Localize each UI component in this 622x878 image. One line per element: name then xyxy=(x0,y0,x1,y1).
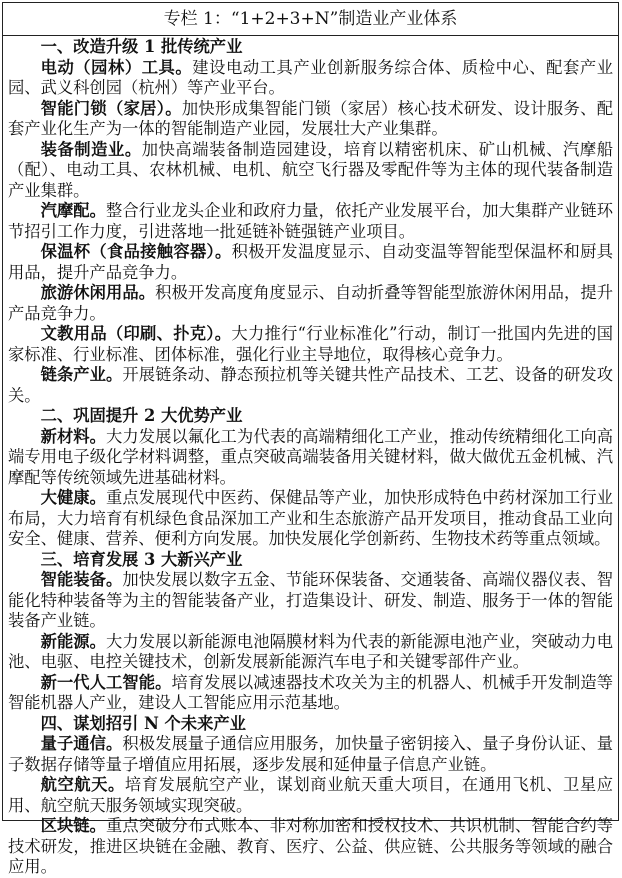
industry-item xyxy=(8,99,613,140)
industry-item xyxy=(8,201,613,242)
industry-item xyxy=(8,816,613,878)
industry-system-panel xyxy=(2,2,619,876)
industry-description: 培育发展以减速器技术攻关为主的机器人、机械手开发制造等智能机器人产业，建设人工智能应用示范基地。 xyxy=(8,672,613,712)
industry-item xyxy=(8,673,613,714)
industry-description: 大力发展以新能源电池隔膜材料为代表的新能源电池产业，突破动力电池、电驱、电控关键技术，创新发展新能源汽车电子和关键零部件产业。 xyxy=(8,631,613,671)
industry-item xyxy=(8,775,613,816)
industry-description: 大力发展以氟化工为代表的高端精细化工产业，推动传统精细化工向高端专用电子级化学材料调整，重点突破高端装备用关键材料，做大做优五金机械、汽摩配等传统领域先进基础材料。 xyxy=(8,426,613,487)
panel-title: 专栏 1：“1+2+3+N”制造业产业体系 xyxy=(3,3,618,36)
industry-item xyxy=(8,734,613,775)
industry-term: 装备制造业。 xyxy=(40,139,142,159)
section-heading: 四、谋划招引 N 个未来产业 xyxy=(40,713,246,733)
industry-item xyxy=(8,365,613,406)
industry-description: 加快形成集智能门锁（家居）核心技术研发、设计服务、配套产业化生产为一体的智能制造产业园，发展壮大产业集群。 xyxy=(8,98,613,138)
industry-item xyxy=(8,58,613,99)
industry-description: 重点发展现代中医药、保健品等产业，加快形成特色中药材深加工行业布局，大力培育有机绿色食品深加工产业和生态旅游产品开发项目，推动食品工业向安全、健康、营养、便利方向发展。加快发展化学创新药、生物技术药等重点领域。 xyxy=(8,488,613,548)
panel-content xyxy=(3,36,618,878)
industry-term: 航空航天。 xyxy=(40,775,125,794)
industry-description: 培育发展航空产业，谋划商业航天重大项目，在通用飞机、卫星应用、航空航天服务领域实现突破。 xyxy=(8,775,613,815)
industry-description: 加快发展以数字五金、节能环保装备、交通装备、高端仪器仪表、智能化特种装备等为主的智能装备产业，打造集设计、研发、制造、服务于一体的智能装备产业链。 xyxy=(8,570,613,630)
industry-description: 整合行业龙头企业和政府力量，依托产业发展平台，加大集群产业链环节招引工作力度，引进落地一批延链补链强链产业项目。 xyxy=(8,201,613,241)
industry-description: 加快高端装备制造园建设，培育以精密机床、矿山机械、汽摩船（配）、电动工具、农林机械、电机、航空飞行器及零配件等为主体的现代装备制造产业集群。 xyxy=(8,139,613,200)
industry-term: 汽摩配。 xyxy=(40,201,107,220)
industry-item xyxy=(8,324,613,365)
industry-term: 新能源。 xyxy=(40,631,107,651)
industry-term: 智能门锁（家居）。 xyxy=(40,98,182,118)
industry-term: 区块链。 xyxy=(40,816,107,835)
industry-term: 保温杯（食品接触容器）。 xyxy=(40,242,232,261)
industry-description: 大力推行“行业标准化”行动，制订一批国内先进的国家标准、行业标准、团体标准，强化行业主导地位，取得核心竞争力。 xyxy=(8,324,613,364)
industry-description: 积极发展量子通信应用服务，加快量子密钥接入、量子身份认证、量子数据存储等量子增值应用拓展，逐步发展和延伸量子信息产业链。 xyxy=(8,734,613,774)
industry-item xyxy=(8,427,613,489)
industry-description: 积极开发温度显示、自动变温等智能型保温杯和厨具用品，提升产品竞争力。 xyxy=(8,242,613,282)
industry-term: 新一代人工智能。 xyxy=(40,672,172,692)
industry-description: 开展链条动、静态预拉机等关键共性产品技术、工艺、设备的研发攻关。 xyxy=(8,365,613,405)
section-heading: 三、培育发展 3 大新兴产业 xyxy=(40,549,243,569)
industry-term: 文教用品（印刷、扑克）。 xyxy=(40,324,232,343)
industry-item xyxy=(8,283,613,324)
industry-term: 旅游休闲用品。 xyxy=(40,283,156,302)
section-heading: 一、改造升级 1 批传统产业 xyxy=(40,37,243,56)
industry-term: 大健康。 xyxy=(40,488,107,507)
industry-item xyxy=(8,242,613,283)
industry-item xyxy=(8,488,613,550)
industry-term: 量子通信。 xyxy=(40,734,123,753)
industry-item xyxy=(8,140,613,202)
industry-term: 链条产业。 xyxy=(40,365,123,384)
industry-description: 积极开发高度角度显示、自动折叠等智能型旅游休闲用品，提升产品竞争力。 xyxy=(8,283,613,323)
industry-item xyxy=(8,570,613,632)
industry-term: 智能装备。 xyxy=(40,570,123,589)
industry-description: 重点突破分布式账本、非对称加密和授权技术、共识机制、智能合约等技术研发，推进区块链在金融、教育、医疗、公益、供应链、公共服务等领域的融合应用。 xyxy=(8,816,613,876)
section-heading: 二、巩固提升 2 大优势产业 xyxy=(40,406,243,425)
industry-item xyxy=(8,632,613,673)
industry-description: 建设电动工具产业创新服务综合体、质检中心、配套产业园、武义科创园（杭州）等产业平台。 xyxy=(8,57,613,97)
industry-term: 电动（园林）工具。 xyxy=(40,57,193,77)
industry-term: 新材料。 xyxy=(40,426,107,446)
